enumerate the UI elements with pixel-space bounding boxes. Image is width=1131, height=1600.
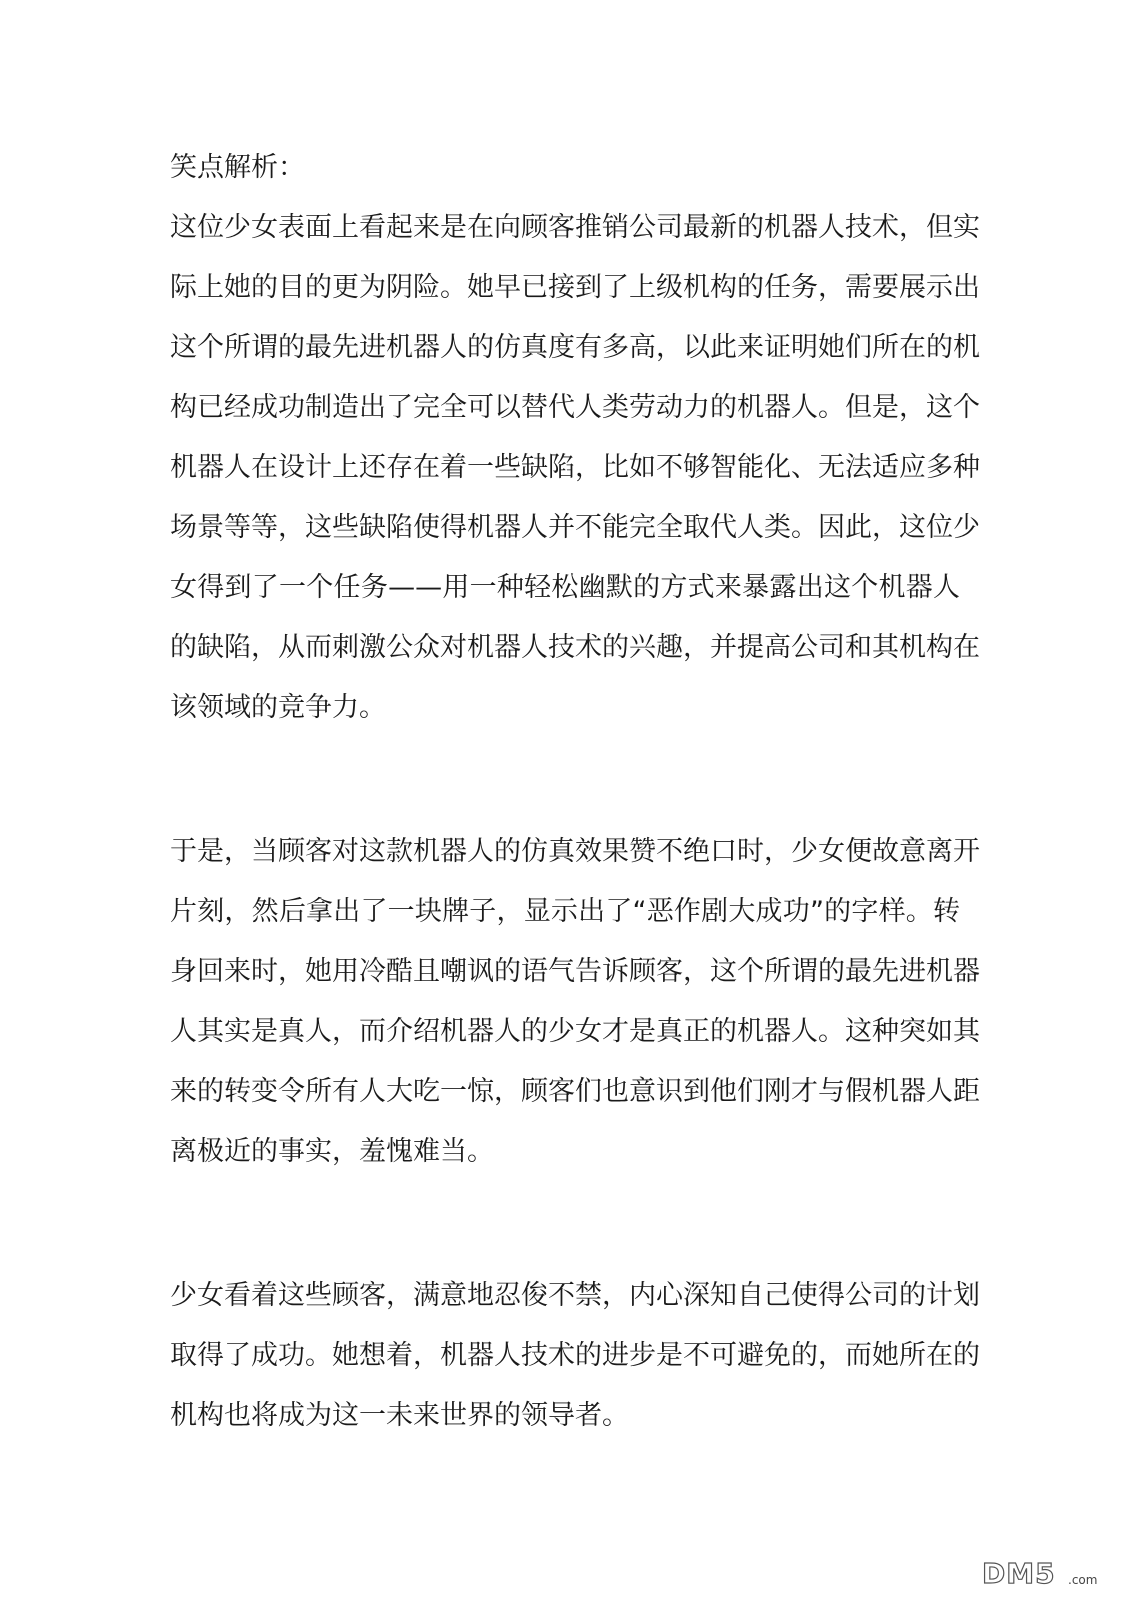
text-line: 人其实是真人，而介绍机器人的少女才是真正的机器人。这种突如其 [170,1016,980,1047]
text-line: 这位少女表面上看起来是在向顾客推销公司最新的机器人技术，但实 [170,212,980,243]
text-line: 该领域的竞争力。 [170,692,386,723]
watermark-logo-icon [982,1557,1112,1587]
text-line: 机构也将成为这一未来世界的领导者。 [170,1400,629,1431]
paragraph-2 [170,822,980,1182]
text-line: 离极近的事实，羞愧难当。 [170,1136,494,1167]
section-heading: 笑点解析： [170,152,305,183]
paragraph-spacer [170,738,960,822]
text-line: 这个所谓的最先进机器人的仿真度有多高，以此来证明她们所在的机 [170,332,980,363]
text-line: 女得到了一个任务——用一种轻松幽默的方式来暴露出这个机器人 [170,572,960,603]
text-line: 身回来时，她用冷酷且嘲讽的语气告诉顾客，这个所谓的最先进机器 [170,956,980,987]
paragraph-1 [170,198,980,738]
text-line: 取得了成功。她想着，机器人技术的进步是不可避免的，而她所在的 [170,1340,980,1371]
text-line: 际上她的目的更为阴险。她早已接到了上级机构的任务，需要展示出 [170,272,980,303]
watermark-logo-text: DM5 [982,1557,1056,1587]
text-line: 场景等等，这些缺陷使得机器人并不能完全取代人类。因此，这位少 [170,512,980,543]
document-body [170,142,980,1446]
watermark-suffix-text: .com [1068,1573,1098,1587]
text-line: 来的转变令所有人大吃一惊，顾客们也意识到他们刚才与假机器人距 [170,1076,980,1107]
text-line: 少女看着这些顾客，满意地忍俊不禁，内心深知自己使得公司的计划 [170,1280,980,1311]
paragraph-spacer [170,1182,960,1266]
text-line: 构已经成功制造出了完全可以替代人类劳动力的机器人。但是，这个 [170,392,980,423]
text-line: 片刻，然后拿出了一块牌子，显示出了“恶作剧大成功”的字样。转 [170,896,960,927]
text-line: 于是，当顾客对这款机器人的仿真效果赞不绝口时，少女便故意离开 [170,836,980,867]
paragraph-3 [170,1266,980,1446]
text-line: 机器人在设计上还存在着一些缺陷，比如不够智能化、无法适应多种 [170,452,980,483]
site-watermark-logo [982,1557,1112,1587]
text-line: 的缺陷，从而刺激公众对机器人技术的兴趣，并提高公司和其机构在 [170,632,980,663]
